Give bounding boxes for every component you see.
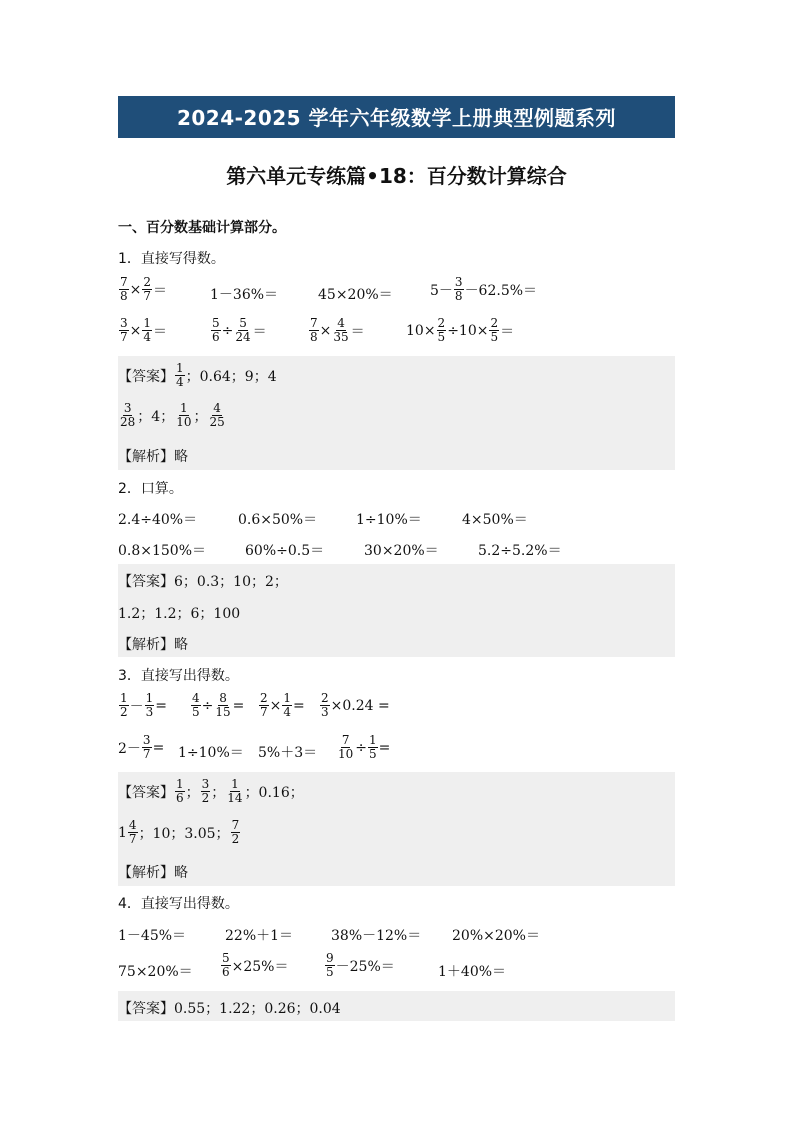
fraction: $\frac{9}{5}$ xyxy=(326,951,334,979)
q2-answer-line-1: 【答案】 6；0.3；10；2； xyxy=(118,574,288,590)
fraction: $\frac{2}{3}$ xyxy=(321,691,329,719)
q4-problem-1: 1－45%＝ xyxy=(118,928,187,944)
q2-problem-6: 60%÷0.5＝ xyxy=(245,543,325,559)
fraction: $\frac{1}{4}$ xyxy=(283,691,292,719)
fraction: $\frac{1}{3}$ xyxy=(145,691,154,719)
fraction: $\frac{4}{5}$ xyxy=(192,691,200,719)
q3-problem-7: 5%＋3＝ xyxy=(258,745,318,761)
fraction: $\frac{8}{15}$ xyxy=(215,691,231,719)
q3-problem-8: $\frac{7}{10}$ ÷ $\frac{1}{5}$ = xyxy=(338,733,391,761)
fraction: $\frac{2}{5}$ xyxy=(490,316,499,344)
fraction: $\frac{2}{5}$ xyxy=(437,316,446,344)
q2-problem-3: 1÷10%＝ xyxy=(356,512,422,528)
q1-problem-4: 5－ $\frac{3}{8}$ －62.5%＝ xyxy=(430,275,538,303)
fraction: $\frac{4}{7}$ xyxy=(128,818,137,846)
series-title-banner: 2024-2025 学年六年级数学上册典型例题系列 xyxy=(118,96,675,138)
q1-problem-7: $\frac{7}{8}$ × $\frac{4}{35}$ ＝ xyxy=(310,316,365,344)
fraction: $\frac{3}{7}$ xyxy=(142,733,151,761)
q1-problem-1: $\frac{7}{8}$ × $\frac{2}{7}$ ＝ xyxy=(120,275,168,303)
q1-analysis: 【解析】 略 xyxy=(118,449,188,465)
fraction: $\frac{3}{2}$ xyxy=(201,777,210,805)
q2-problem-8: 5.2÷5.2%＝ xyxy=(478,543,562,559)
q3-problem-3: $\frac{2}{7}$ × $\frac{1}{4}$ = xyxy=(260,691,305,719)
question-1-title: 1．直接写得数。 xyxy=(118,251,225,267)
q3-answer-line-1: 【答案】 $\frac{1}{6}$ ； $\frac{3}{2}$ ； $\frac{1}{14}$ ；0.16； xyxy=(118,777,304,805)
q1-answer-line-1: 【答案】 $\frac{1}{4}$ ；0.64；9；4 xyxy=(118,361,277,389)
q1-problem-6: $\frac{5}{6}$ ÷ $\frac{5}{24}$ ＝ xyxy=(212,316,267,344)
q4-problem-7: $\frac{9}{5}$ －25%＝ xyxy=(326,951,395,979)
q2-problem-5: 0.8×150%＝ xyxy=(118,543,207,559)
fraction: $\frac{1}{6}$ xyxy=(176,777,184,805)
q3-problem-2: $\frac{4}{5}$ ÷ $\frac{8}{15}$ = xyxy=(192,691,245,719)
fraction: $\frac{7}{8}$ xyxy=(120,275,128,303)
q3-analysis: 【解析】 略 xyxy=(118,865,188,881)
q4-problem-4: 20%×20%＝ xyxy=(452,928,540,944)
question-2-title: 2．口算。 xyxy=(118,481,183,497)
question-3-title: 3．直接写出得数。 xyxy=(118,668,239,684)
q2-answer-line-2: 1.2；1.2；6；100 xyxy=(118,606,241,622)
q3-problem-1: $\frac{1}{2}$ － $\frac{1}{3}$ = xyxy=(120,691,168,719)
q3-problem-5: 2－ $\frac{3}{7}$ = xyxy=(118,733,165,761)
q3-problem-4: $\frac{2}{3}$ ×0.24 = xyxy=(321,691,390,719)
fraction: $\frac{3}{28}$ xyxy=(120,401,136,429)
section-heading: 一、百分数基础计算部分。 xyxy=(118,220,286,236)
fraction: $\frac{1}{10}$ xyxy=(176,401,192,429)
fraction: $\frac{3}{7}$ xyxy=(120,316,128,344)
fraction: $\frac{7}{8}$ xyxy=(310,316,318,344)
fraction: $\frac{5}{6}$ xyxy=(222,951,230,979)
q2-analysis: 【解析】 略 xyxy=(118,637,188,653)
fraction: $\frac{2}{7}$ xyxy=(260,691,268,719)
question-4-title: 4．直接写出得数。 xyxy=(118,896,239,912)
q1-problem-8: 10× $\frac{2}{5}$ ÷10× $\frac{2}{5}$ ＝ xyxy=(406,316,515,344)
q1-problem-2: 1－36%＝ xyxy=(210,287,279,303)
q4-problem-3: 38%－12%＝ xyxy=(331,928,422,944)
q2-problem-7: 30×20%＝ xyxy=(364,543,439,559)
fraction: $\frac{5}{24}$ xyxy=(235,316,251,344)
fraction: $\frac{1}{5}$ xyxy=(369,733,377,761)
q4-problem-2: 22%＋1＝ xyxy=(225,928,294,944)
q4-answer-line-1: 【答案】 0.55；1.22；0.26；0.04 xyxy=(118,1001,341,1017)
q3-problem-6: 1÷10%＝ xyxy=(178,745,244,761)
q2-problem-2: 0.6×50%＝ xyxy=(238,512,318,528)
q2-problem-1: 2.4÷40%＝ xyxy=(118,512,198,528)
fraction: $\frac{1}{4}$ xyxy=(143,316,152,344)
fraction: $\frac{1}{14}$ xyxy=(227,777,243,805)
q1-answer-line-2: $\frac{3}{28}$ ；4； $\frac{1}{10}$ ； $\frac{4}{25}$ xyxy=(120,401,225,429)
fraction: $\frac{5}{6}$ xyxy=(212,316,220,344)
q2-problem-4: 4×50%＝ xyxy=(462,512,528,528)
q1-problem-5: $\frac{3}{7}$ × $\frac{1}{4}$ ＝ xyxy=(120,316,168,344)
fraction: $\frac{7}{10}$ xyxy=(338,733,354,761)
fraction: $\frac{4}{35}$ xyxy=(333,316,349,344)
page-title: 第六单元专练篇•18：百分数计算综合 xyxy=(226,164,567,188)
q4-problem-5: 75×20%＝ xyxy=(118,964,193,980)
fraction: $\frac{1}{2}$ xyxy=(120,691,128,719)
fraction: $\frac{3}{8}$ xyxy=(454,275,463,303)
fraction: $\frac{7}{2}$ xyxy=(231,818,240,846)
fraction: $\frac{1}{4}$ xyxy=(176,361,184,389)
fraction: $\frac{2}{7}$ xyxy=(143,275,152,303)
q3-answer-line-2: 1 $\frac{4}{7}$ ；10；3.05； $\frac{7}{2}$ xyxy=(118,818,240,846)
q1-problem-3: 45×20%＝ xyxy=(318,287,393,303)
q4-problem-6: $\frac{5}{6}$ ×25%＝ xyxy=(222,951,289,979)
fraction: $\frac{4}{25}$ xyxy=(209,401,225,429)
q4-problem-8: 1＋40%＝ xyxy=(438,964,507,980)
